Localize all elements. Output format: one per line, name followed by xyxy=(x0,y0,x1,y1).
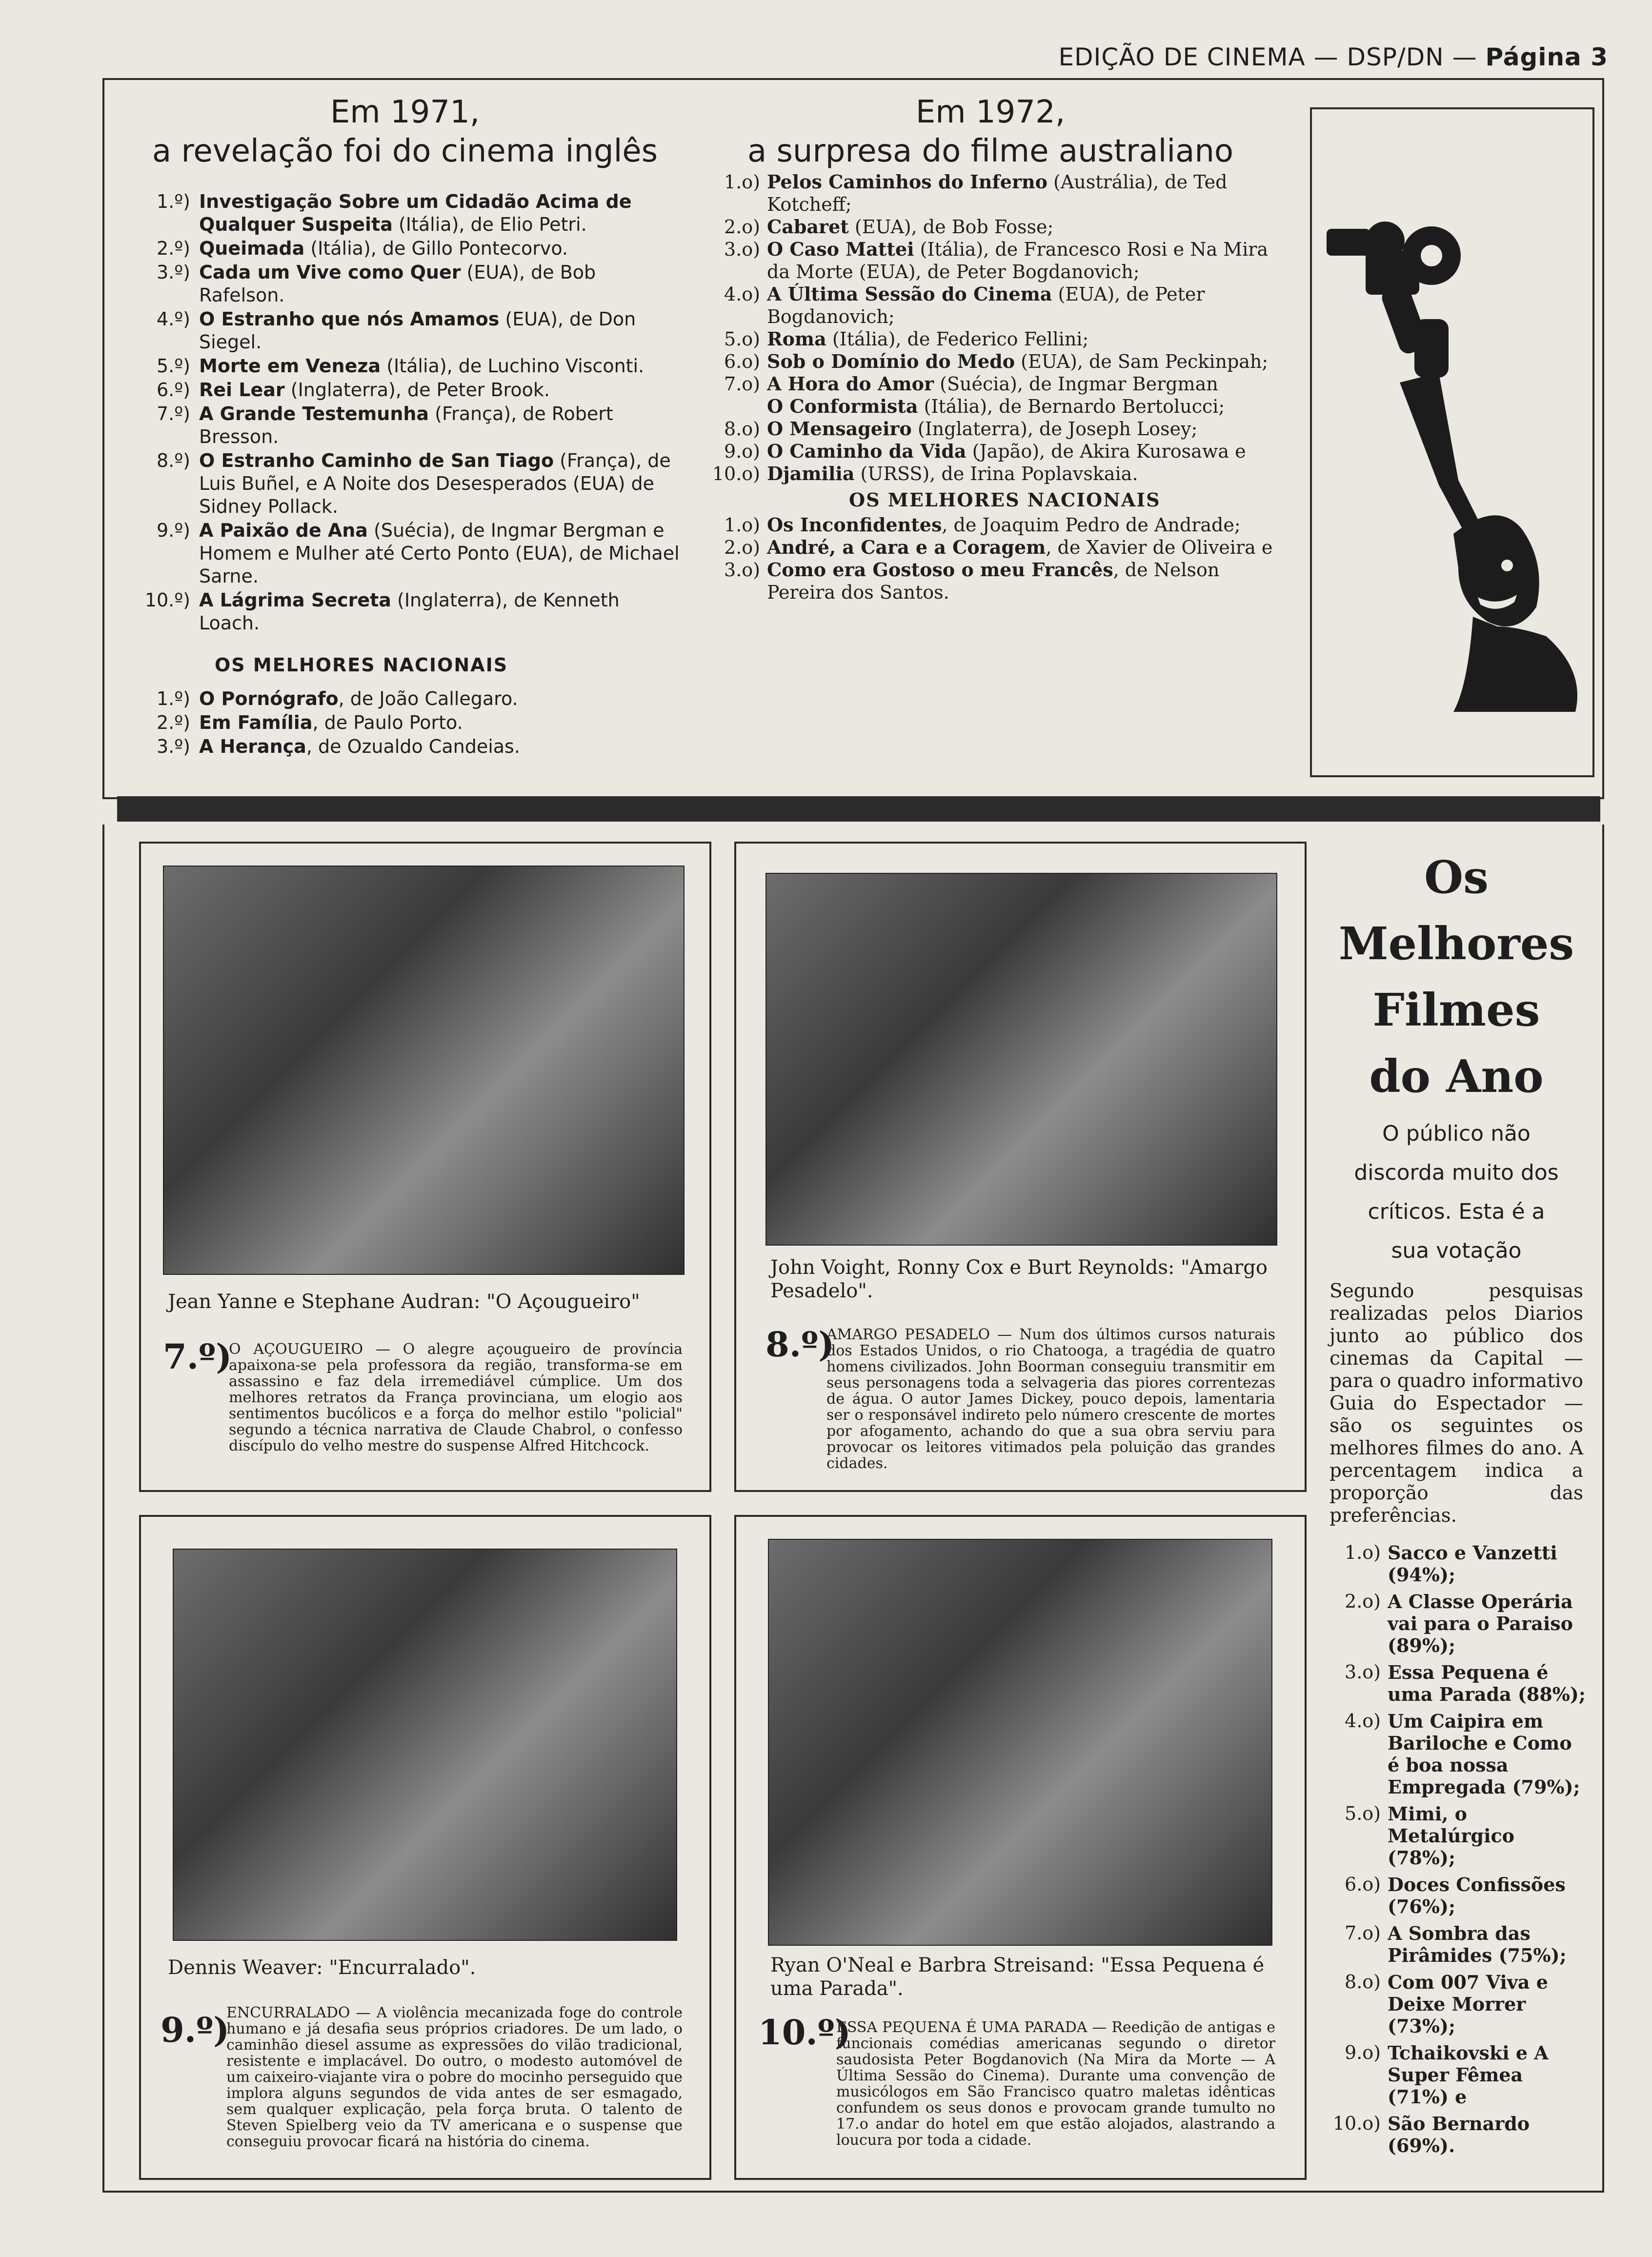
list-item xyxy=(1325,1803,1588,1869)
film-box-8 xyxy=(734,842,1307,1492)
rank-7: 7.º) xyxy=(163,1336,232,1377)
list-item-number: 8.o) xyxy=(724,418,760,440)
film-box-7 xyxy=(139,842,711,1492)
list-item-number: 5.º) xyxy=(157,355,190,377)
film-details: , de Xavier de Oliveira e xyxy=(1046,537,1273,558)
film-title: A Última Sessão do Cinema xyxy=(767,283,1052,305)
list-item xyxy=(703,440,1278,463)
list-item-text: Com 007 Viva e Deixe Morrer (73%); xyxy=(1388,1971,1548,2037)
list-item-text: Tchaikovski e A Super Fêmea (71%) e xyxy=(1388,2042,1549,2108)
page-header xyxy=(1058,43,1608,71)
blurb-10-text: Reedição de antigas e funcionais comédias americanas segundo o diretor saudosista Peter Bogdanovich (Na Mira da Morte — A Última Sessão do Cinema). Durante uma convenção de musicólogos em São Francisco quatro maletas idênticas confundem os seus donos e provocam grande tumulto no 17.o andar do hotel em que estão alojados, alastrando a loucura por toda a cidade. xyxy=(836,2019,1276,2149)
illustration-box xyxy=(1310,107,1594,777)
list-item xyxy=(127,589,683,635)
list-item xyxy=(127,379,683,402)
section-label: EDIÇÃO DE CINEMA — DSP/DN — xyxy=(1058,43,1477,71)
list-item xyxy=(127,711,683,734)
list-item xyxy=(703,395,1278,418)
film-box-9 xyxy=(139,1515,711,2180)
list-item-number: 8.º) xyxy=(157,450,190,471)
film-details: (Inglaterra), de Joseph Losey; xyxy=(911,418,1198,440)
caption-7: Jean Yanne e Stephane Audran: "O Açougueiro" xyxy=(168,1290,640,1313)
film-title: Cabaret xyxy=(767,216,849,238)
list-item-number: 9.o) xyxy=(1345,2042,1381,2063)
blurb-10 xyxy=(836,2019,1275,2148)
list-item-number xyxy=(703,395,767,418)
list-item-text: Um Caipira em Bariloche e Como é boa nossa Empregada (79%); xyxy=(1388,1710,1580,1798)
list-item xyxy=(1325,2042,1588,2108)
film-details: (EUA), de Bob Rafelson. xyxy=(199,262,596,306)
list-item-number: 3.o) xyxy=(724,559,760,581)
film-title: O Estranho Caminho de San Tiago xyxy=(199,450,554,471)
list-item xyxy=(703,463,1278,485)
list-item xyxy=(703,514,1278,536)
list-item-number: 9.o) xyxy=(724,441,760,462)
list-item-text xyxy=(199,519,683,588)
film-title: André, a Cara e a Coragem xyxy=(767,536,1046,558)
blurb-7 xyxy=(229,1341,683,1454)
nationals-list-1972 xyxy=(703,514,1278,604)
film-details: (França), de Robert Bresson. xyxy=(199,403,613,447)
list-item-text: Mimi, o Metalúrgico (78%); xyxy=(1388,1803,1514,1869)
list-item-text xyxy=(199,403,683,448)
film-title: O Caminho da Vida xyxy=(767,440,967,462)
film-details: , de Joaquim Pedro de Andrade; xyxy=(942,514,1241,536)
list-item xyxy=(703,171,1278,216)
list-item-text xyxy=(767,440,1278,463)
film-camera-illustration-icon xyxy=(1312,109,1592,775)
film-details: (Inglaterra), de Peter Brook. xyxy=(284,379,550,401)
list-item-number: 3.o) xyxy=(1345,1661,1381,1683)
film-title: O Conformista xyxy=(767,395,918,417)
film-details: , de Nelson Pereira dos Santos. xyxy=(767,559,1220,603)
list-item-number: 3.º) xyxy=(157,736,190,757)
section-divider xyxy=(117,796,1600,822)
film-details: (Suécia), de Ingmar Bergman xyxy=(934,373,1218,395)
film-details: (França), de Luis Buñel, e A Noite dos Desesperados (EUA) de Sidney Pollack. xyxy=(199,450,671,517)
rank-8: 8.º) xyxy=(766,1324,835,1365)
list-item-text: A Classe Operária vai para o Paraiso (89%); xyxy=(1388,1591,1573,1656)
list-item xyxy=(127,403,683,448)
film-title: Pelos Caminhos do Inferno xyxy=(767,171,1048,193)
nationals-heading-1971: OS MELHORES NACIONAIS xyxy=(215,654,508,676)
list-item-number: 2.o) xyxy=(1345,1591,1381,1612)
list-item-text xyxy=(199,711,683,734)
list-item xyxy=(703,373,1278,395)
list-item-text xyxy=(767,350,1278,373)
list-item-number: 5.o) xyxy=(1345,1803,1381,1824)
list-item-text xyxy=(767,171,1278,216)
film-details: , de Paulo Porto. xyxy=(312,712,463,733)
film-title: Djamilia xyxy=(767,463,855,484)
film-title: O Caso Mattei xyxy=(767,238,914,260)
list-item-text: Doces Confissões (76%); xyxy=(1388,1874,1566,1917)
list-item xyxy=(1325,1710,1588,1798)
film-details: (EUA), de Sam Peckinpah; xyxy=(1015,351,1269,372)
film-details: (Itália), de Federico Fellini; xyxy=(826,328,1089,350)
film-details: (URSS), de Irina Poplavskaia. xyxy=(854,463,1138,484)
film-details: (Suécia), de Ingmar Bergman e Homem e Mulher até Certo Ponto (EUA), de Michael Sarne. xyxy=(199,520,680,587)
film-details: (EUA), de Don Siegel. xyxy=(199,308,636,353)
list-item-number: 10.o) xyxy=(1332,2113,1381,2134)
list-item-number: 10.º) xyxy=(144,589,190,611)
list-item xyxy=(127,449,683,518)
list-item-text xyxy=(767,536,1278,559)
film-details: , de Ozualdo Candeias. xyxy=(306,736,520,757)
film-details: (Itália), de Bernardo Bertolucci; xyxy=(918,396,1225,417)
list-item-text xyxy=(199,379,683,402)
film-title: Como era Gostoso o meu Francês xyxy=(767,559,1113,581)
blurb-8-text: Num dos últimos cursos naturais dos Estados Unidos, o rio Chatooga, a tragédia de quatro homens civilizados. John Boorman conseguiu transmitir em seus personagens toda a selvageria das piores correntezas de água. O autor James Dickey, pouco depois, lamentaria ser o responsável indireto pelo número crescente de mortes por afogamento, achando do que a sua obra serviu para provocar os leitores vitimados pela poluição das grandes cidades. xyxy=(826,1326,1275,1472)
list-item-number: 1.o) xyxy=(724,514,760,536)
list-item-text xyxy=(199,735,683,758)
list-item xyxy=(703,559,1278,604)
sidebar-subtitle-line4: sua votação xyxy=(1391,1238,1522,1263)
list-item-number: 9.º) xyxy=(157,520,190,541)
list-item-text xyxy=(767,514,1278,536)
list-item xyxy=(127,519,683,588)
list-item xyxy=(127,355,683,378)
list-1972 xyxy=(703,171,1278,485)
list-item-number: 10.o) xyxy=(712,463,760,484)
rank-10: 10.º) xyxy=(758,2012,851,2053)
list-item-text: Essa Pequena é uma Parada (88%); xyxy=(1388,1661,1586,1705)
list-item-text xyxy=(767,328,1278,350)
sidebar-title-line3: Filmes xyxy=(1372,984,1540,1036)
film-box-10 xyxy=(734,1515,1307,2180)
list-item xyxy=(703,418,1278,440)
list-item-text xyxy=(199,261,683,307)
film-title: A Hora do Amor xyxy=(767,373,934,395)
sidebar-title-line4: do Ano xyxy=(1369,1050,1544,1103)
film-details: (Japão), de Akira Kurosawa e xyxy=(966,441,1246,462)
film-title: A Herança xyxy=(199,736,306,757)
film-details: (Austrália), de Ted Kotcheff; xyxy=(767,171,1228,215)
list-item-text xyxy=(199,237,683,260)
page-number: Página 3 xyxy=(1485,43,1608,71)
blurb-9 xyxy=(226,2005,683,2150)
list-item-text xyxy=(199,449,683,518)
sidebar-votes xyxy=(1325,1542,1588,2156)
list-item xyxy=(127,687,683,710)
list-item xyxy=(1325,1922,1588,1966)
film-title: O Mensageiro xyxy=(767,418,912,440)
list-item xyxy=(703,328,1278,350)
list-item-number: 6.º) xyxy=(157,379,190,401)
title-1971-line1: Em 1971, xyxy=(330,94,480,130)
film-details: (Itália), de Gillo Pontecorvo. xyxy=(304,238,568,259)
title-1972-line2: a surpresa do filme australiano xyxy=(747,133,1234,169)
list-item-number: 7.º) xyxy=(157,403,190,424)
film-title: O Pornógrafo xyxy=(199,688,339,709)
list-item xyxy=(127,261,683,307)
list-item-text: Sacco e Vanzetti (94%); xyxy=(1388,1542,1557,1586)
sidebar-best-films xyxy=(1325,844,1588,2161)
list-item-number: 3.o) xyxy=(724,239,760,260)
film-title: A Paixão de Ana xyxy=(199,520,368,541)
film-details: (Itália), de Francesco Rosi e Na Mira da Morte (EUA), de Peter Bogdanovich; xyxy=(767,239,1269,282)
sidebar-title-line1: Os xyxy=(1424,851,1489,904)
film-title: Em Família xyxy=(199,712,313,733)
film-details: (Itália), de Luchino Visconti. xyxy=(381,355,645,377)
list-item-number: 1.º) xyxy=(157,191,190,212)
column-1972 xyxy=(703,93,1278,604)
blurb-10-title: ESSA PEQUENA É UMA PARADA — xyxy=(836,2019,1107,2036)
film-title: Queimada xyxy=(199,238,305,259)
rank-9: 9.º) xyxy=(161,2010,230,2050)
sidebar-title xyxy=(1325,844,1588,1109)
list-item-number: 2.º) xyxy=(157,238,190,259)
list-item xyxy=(1325,2113,1588,2156)
list-item xyxy=(1325,1661,1588,1705)
list-item-text: A Sombra das Pirâmides (75%); xyxy=(1388,1922,1567,1966)
list-item xyxy=(1325,1591,1588,1656)
list-item-text xyxy=(767,559,1278,604)
film-title: Sob o Domínio do Medo xyxy=(767,350,1015,372)
title-1972-line1: Em 1972, xyxy=(915,94,1066,130)
list-item-number: 4.º) xyxy=(157,308,190,330)
list-item-text xyxy=(767,373,1278,395)
photo-encurralado xyxy=(173,1549,677,1941)
blurb-7-text: O alegre açougueiro de província apaixona-se pela professora da região, transforma-se em assassino e faz dela irremediável cúmplice. Um dos melhores retratos da França provinciana, um elogio aos sentimentos bucólicos e a força do melhor estilo "policial" segundo a técnica narrativa de Claude Chabrol, o confesso discípulo do velho mestre do suspense Alfred Hitchcock. xyxy=(229,1341,683,1454)
list-item xyxy=(1325,1542,1588,1586)
list-item-text xyxy=(767,283,1278,328)
nationals-list-1971 xyxy=(127,687,683,758)
list-item-text xyxy=(199,190,683,236)
list-item-text xyxy=(767,395,1278,418)
list-item-text xyxy=(767,463,1278,485)
list-item-number: 7.o) xyxy=(724,373,760,395)
list-item xyxy=(703,350,1278,373)
nationals-heading-1972: OS MELHORES NACIONAIS xyxy=(849,489,1161,511)
film-title: A Lágrima Secreta xyxy=(199,589,391,611)
blurb-9-title: ENCURRALADO — xyxy=(226,2004,371,2021)
list-item-number: 4.o) xyxy=(1345,1710,1381,1732)
list-item-number: 6.o) xyxy=(1345,1874,1381,1895)
column-1971 xyxy=(127,93,683,759)
list-item-text xyxy=(199,687,683,710)
list-item xyxy=(1325,1874,1588,1917)
list-item-text xyxy=(199,308,683,354)
list-item xyxy=(703,238,1278,283)
list-item-text: São Bernardo (69%). xyxy=(1388,2113,1530,2156)
caption-10: Ryan O'Neal e Barbra Streisand: "Essa Pequena é uma Parada". xyxy=(770,1954,1265,2000)
blurb-8-title: AMARGO PESADELO — xyxy=(826,1326,1012,1343)
caption-8: John Voight, Ronny Cox e Burt Reynolds: "Amargo Pesadelo". xyxy=(770,1256,1268,1302)
list-item xyxy=(127,190,683,236)
sidebar-subtitle-line3: críticos. Esta é a xyxy=(1368,1199,1545,1224)
film-details: , de João Callegaro. xyxy=(338,688,518,709)
list-item-number: 4.o) xyxy=(724,283,760,305)
sidebar-subtitle-line1: O público não xyxy=(1382,1121,1531,1146)
film-title: Morte em Veneza xyxy=(199,355,381,377)
list-item-number: 2.o) xyxy=(724,537,760,558)
list-1971 xyxy=(127,190,683,635)
list-item-number: 8.o) xyxy=(1345,1971,1381,1993)
caption-9: Dennis Weaver: "Encurralado". xyxy=(168,1956,476,1979)
list-item-text xyxy=(767,216,1278,238)
sidebar-subtitle-line2: discorda muito dos xyxy=(1354,1160,1559,1185)
film-details: (Inglaterra), de Kenneth Loach. xyxy=(199,589,620,634)
film-title: Rei Lear xyxy=(199,379,285,401)
list-item-number: 1.o) xyxy=(1345,1542,1381,1563)
list-item xyxy=(703,536,1278,559)
list-item-number: 5.o) xyxy=(724,328,760,350)
sidebar-intro: Segundo pesquisas realizadas pelos Diarios junto ao público dos cinemas da Capital — para o quadro informativo Guia do Espectador — são os seguintes os melhores filmes do ano. A percentagem indica a proporção das preferências. xyxy=(1330,1280,1583,1527)
film-details: (Itália), de Elio Petri. xyxy=(392,214,587,235)
film-details: (EUA), de Bob Fosse; xyxy=(848,216,1054,238)
list-item-number: 2.o) xyxy=(724,216,760,238)
film-title: Os Inconfidentes xyxy=(767,514,942,536)
list-item-text xyxy=(199,355,683,378)
list-item-text xyxy=(767,418,1278,440)
title-1971-line2: a revelação foi do cinema inglês xyxy=(152,133,658,169)
list-item-text xyxy=(199,589,683,635)
list-item xyxy=(127,308,683,354)
list-item xyxy=(703,216,1278,238)
list-item xyxy=(127,735,683,758)
list-item-number: 3.º) xyxy=(157,262,190,283)
film-title: Roma xyxy=(767,328,826,350)
list-item-number: 2.º) xyxy=(157,712,190,733)
list-item-text xyxy=(767,238,1278,283)
film-title: Investigação Sobre um Cidadão Acima de Qualquer Suspeita xyxy=(199,191,632,235)
photo-essa-pequena xyxy=(768,1539,1272,1946)
blurb-7-title: O AÇOUGUEIRO — xyxy=(229,1341,390,1358)
photo-amargo-pesadelo xyxy=(766,873,1277,1246)
list-item xyxy=(703,283,1278,328)
list-item-number: 6.o) xyxy=(724,351,760,372)
film-details: (EUA), de Peter Bogdanovich; xyxy=(767,283,1205,327)
film-title: O Estranho que nós Amamos xyxy=(199,308,500,330)
film-title: Cada um Vive como Quer xyxy=(199,262,461,283)
sidebar-title-line2: Melhores xyxy=(1338,917,1574,970)
list-item xyxy=(127,237,683,260)
photo-o-acougueiro xyxy=(163,866,685,1275)
list-item xyxy=(1325,1971,1588,2037)
list-item-number: 1.º) xyxy=(157,688,190,709)
blurb-9-text: A violência mecanizada foge do controle humano e já desafia seus próprios criadores. De um lado, o caminhão diesel assume as expressões do vilão tradicional, resistente e implacável. Do outro, o modesto automóvel de um caixeiro-viajante vira o pobre do mocinho perseguido que implora alguns segundos de vida antes de ser esmagado, sem qualquer explicação, pela força bruta. O talento de Steven Spielberg veio da TV americana e o suspense que conseguiu provocar ficará na história do cinema. xyxy=(226,2004,683,2150)
blurb-8 xyxy=(826,1327,1275,1471)
sidebar-subtitle xyxy=(1325,1114,1588,1270)
film-title: A Grande Testemunha xyxy=(199,403,429,424)
list-item-number: 1.o) xyxy=(724,171,760,193)
list-item-number: 7.o) xyxy=(1345,1922,1381,1944)
